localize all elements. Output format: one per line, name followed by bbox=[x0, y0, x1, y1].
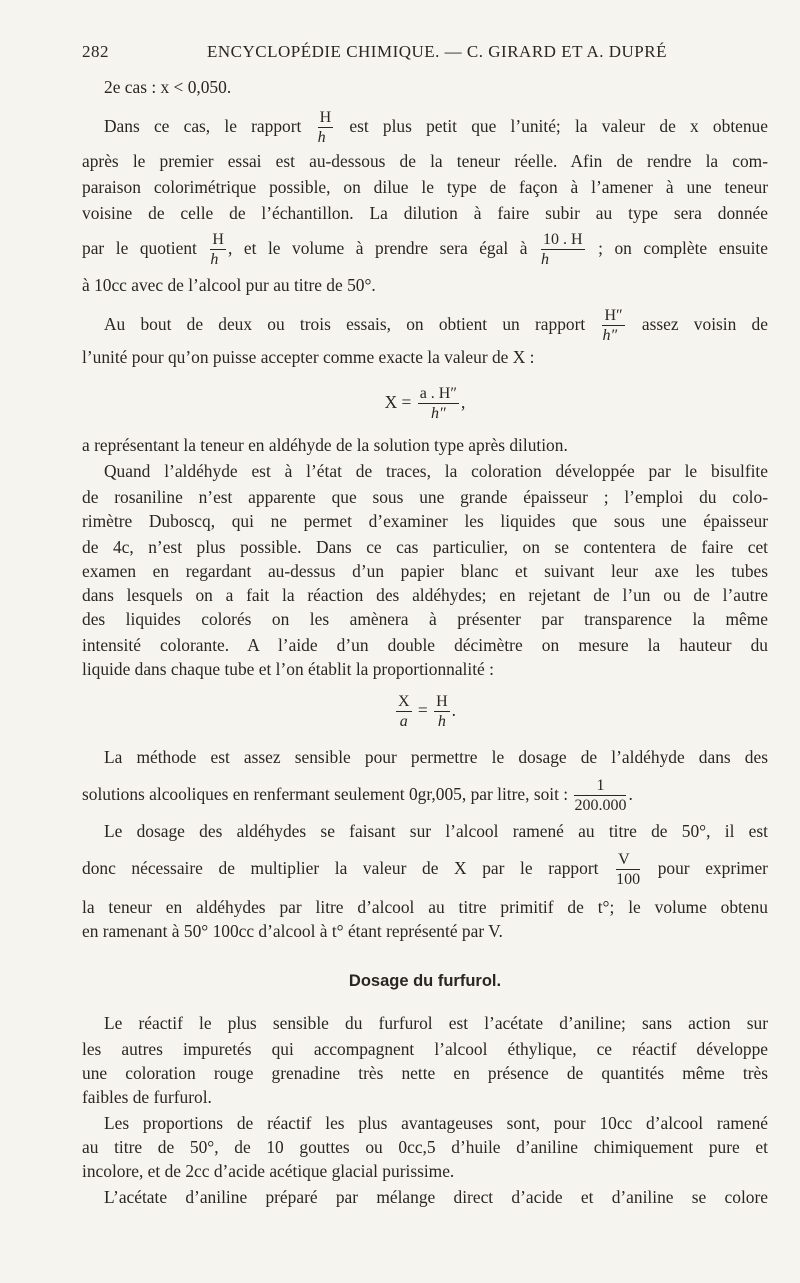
fraction-denominator: h″ bbox=[602, 327, 618, 344]
text-line: examen en regardant au-dessus d’un papier blanc et suivant leur axe les tubes bbox=[82, 561, 768, 581]
fraction-numerator: V bbox=[616, 852, 640, 870]
fraction-denominator: h bbox=[437, 713, 446, 730]
fraction-aH2-over-h2 bbox=[418, 386, 459, 422]
text-line: Le dosage des aldéhydes se faisant sur l’alcool ramené au titre de 50°, il est bbox=[104, 821, 768, 841]
text-line: au titre de 50°, de 10 gouttes ou 0cc,5 d’huile d’aniline chimiquement pure et bbox=[82, 1137, 768, 1157]
fraction-numerator: H bbox=[436, 693, 448, 710]
text-span: Dans ce cas, le rapport bbox=[104, 116, 302, 136]
text-line: intensité colorante. A l’aide d’un double décimètre on mesure la hauteur du bbox=[82, 635, 768, 655]
running-title: ENCYCLOPÉDIE CHIMIQUE. — C. GIRARD ET A. DUPRÉ bbox=[207, 42, 667, 61]
text-line bbox=[82, 772, 768, 816]
text-line: paraison colorimétrique possible, on dilue le type de façon à l’amener à une teneur bbox=[82, 177, 768, 197]
text-line: les autres impuretés qui accompagnent l’alcool éthylique, ce réactif développe bbox=[82, 1039, 768, 1059]
section-title: Dosage du furfurol. bbox=[348, 972, 502, 990]
fraction-denominator: h bbox=[540, 251, 549, 268]
text-line: faibles de furfurol. bbox=[82, 1087, 212, 1107]
text-line bbox=[82, 846, 768, 890]
text-line bbox=[82, 304, 768, 344]
text-span: Au bout de deux ou trois essais, on obtient un rapport bbox=[104, 314, 586, 334]
fraction-denominator: a bbox=[399, 713, 408, 730]
text-line: de rosaniline n’est apparente que sous une grande épaisseur ; l’emploi du colo- bbox=[82, 487, 768, 507]
fraction-numerator: a . H″ bbox=[419, 385, 458, 402]
equation-lhs: X = bbox=[384, 392, 412, 412]
text-line: dans lesquels on a fait la réaction des aldéhydes; en rejetant de l’un ou de l’autre bbox=[82, 585, 768, 605]
text-span: assez voisin de bbox=[641, 314, 768, 334]
text-line: Le réactif le plus sensible du furfurol est l’acétate d’aniline; sans action sur bbox=[104, 1013, 768, 1033]
fraction-denominator: h bbox=[317, 129, 326, 146]
text-line: en ramenant à 50° 100cc d’alcool à t° étant représenté par V. bbox=[82, 921, 503, 941]
fraction-denominator: 100 bbox=[616, 871, 641, 888]
text-span: pour exprimer bbox=[657, 858, 768, 878]
equation-equals: = bbox=[417, 700, 428, 720]
text-span: donc nécessaire de multiplier la valeur de X par le rapport bbox=[82, 858, 599, 878]
text-line: a représentant la teneur en aldéhyde de la solution type après dilution. bbox=[82, 435, 568, 455]
equation-tail: , bbox=[461, 392, 466, 412]
text-line: des liquides colorés on les amènera à présenter par transparence la même bbox=[82, 609, 768, 629]
fraction-numerator: H bbox=[319, 109, 332, 126]
fraction-numerator: 10 . H bbox=[542, 231, 583, 248]
text-line: voisine de celle de l’échantillon. La dilution à faire subir au type sera donnée bbox=[82, 203, 768, 223]
text-span: est plus petit que l’unité; la valeur de x obtenue bbox=[349, 116, 768, 136]
fraction-H-over-h bbox=[434, 694, 450, 730]
fraction-numerator: X bbox=[397, 693, 410, 710]
equation-proportion bbox=[82, 688, 768, 732]
fraction-H-over-h bbox=[318, 110, 334, 146]
text-line: l’unité pour qu’on puisse accepter comme exacte la valeur de X : bbox=[82, 347, 535, 367]
fraction-V-over-100 bbox=[616, 852, 640, 888]
fraction-H2-over-h2 bbox=[602, 308, 624, 344]
text-line bbox=[82, 228, 768, 268]
text-span: par le quotient bbox=[82, 238, 197, 258]
fraction-numerator: 1 bbox=[574, 778, 626, 796]
text-span: ; on complète ensuite bbox=[598, 238, 768, 258]
text-line: après le premier essai est au-dessous de la teneur réelle. Afin de rendre la com- bbox=[82, 151, 768, 171]
text-line: à 10cc avec de l’alcool pur au titre de 50°. bbox=[82, 275, 376, 295]
fraction-numerator: H″ bbox=[604, 307, 623, 324]
text-span: , et le volume à prendre sera égal à bbox=[227, 238, 528, 258]
equation-tail: . bbox=[451, 700, 456, 720]
fraction-H-over-h bbox=[210, 232, 226, 268]
fraction-numerator: H bbox=[212, 231, 224, 248]
text-line: incolore, et de 2cc d’acide acétique glacial purissime. bbox=[82, 1161, 455, 1181]
fraction-denominator: h″ bbox=[431, 405, 446, 422]
text-line: La méthode est assez sensible pour permettre le dosage de l’aldéhyde dans des bbox=[104, 747, 768, 767]
text-line: Quand l’aldéhyde est à l’état de traces, la coloration développée par le bisulfite bbox=[104, 461, 768, 481]
text-line: Les proportions de réactif les plus avantageuses sont, pour 10cc d’alcool ramené bbox=[104, 1113, 768, 1133]
equation-X bbox=[82, 380, 768, 424]
page-number: 282 bbox=[82, 42, 109, 61]
fraction-denominator: h bbox=[210, 251, 219, 268]
fraction-X-over-a bbox=[396, 694, 412, 730]
text-line: rimètre Duboscq, qui ne permet d’examiner les liquides que sous une épaisseur bbox=[82, 511, 768, 531]
text-span: . bbox=[628, 784, 633, 804]
text-line bbox=[82, 108, 768, 144]
text-line: la teneur en aldéhydes par litre d’alcool au titre primitif de t°; le volume obtenu bbox=[82, 897, 768, 917]
case-label: 2e cas : x < 0,050. bbox=[104, 77, 232, 97]
fraction-denominator: 200.000 bbox=[574, 797, 627, 814]
fraction-10H-over-h bbox=[541, 232, 585, 268]
text-line: une coloration rouge grenadine très nette en présence de quantités même très bbox=[82, 1063, 768, 1083]
fraction-1-over-200000 bbox=[574, 778, 626, 814]
text-line: de 4c, n’est plus possible. Dans ce cas particulier, on se contentera de faire cet bbox=[82, 537, 768, 557]
text-line: L’acétate d’aniline préparé par mélange direct d’acide et d’aniline se colore bbox=[104, 1187, 768, 1207]
text-span: solutions alcooliques en renfermant seulement 0gr,005, par litre, soit : bbox=[82, 784, 569, 804]
text-line: liquide dans chaque tube et l’on établit la proportionnalité : bbox=[82, 659, 494, 679]
